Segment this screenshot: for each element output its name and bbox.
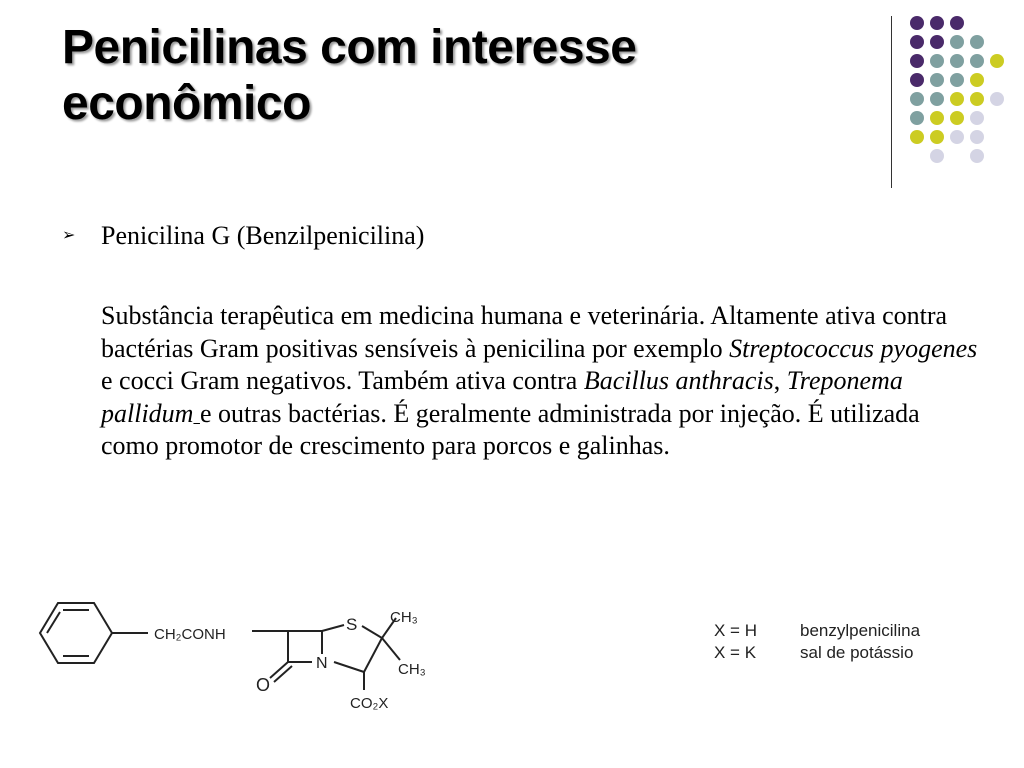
arrow-bullet-icon: ➢ (62, 227, 76, 244)
decorative-dot (950, 73, 964, 87)
slide-title (62, 20, 862, 132)
bullet-text: Penicilina G (Benzilpenicilina) (101, 221, 425, 250)
decorative-dot (950, 16, 964, 30)
decorative-dot (910, 111, 924, 125)
decorative-dot (930, 73, 944, 87)
legend-row (714, 620, 974, 642)
decorative-dot (930, 149, 944, 163)
para-text-2: e cocci Gram negativos. Também ativa contra (101, 366, 584, 395)
decorative-dot (950, 92, 964, 106)
title-line-2: econômico (62, 77, 311, 130)
title-line-1: Penicilinas com interesse (62, 21, 637, 74)
benzylpenicillin-structure (30, 590, 450, 720)
decorative-dot (910, 92, 924, 106)
decorative-dot (990, 54, 1004, 68)
benzene-ring (40, 603, 112, 663)
decorative-dot (970, 111, 984, 125)
legend-row (714, 642, 974, 664)
decorative-dot (970, 73, 984, 87)
decorative-dot (930, 111, 944, 125)
decorative-dot (910, 35, 924, 49)
decorative-dot (950, 111, 964, 125)
description-paragraph (101, 300, 981, 463)
decorative-dot (930, 16, 944, 30)
decorative-dot (950, 54, 964, 68)
title-divider (891, 16, 892, 188)
species-streptococcus: Streptococcus pyogenes (729, 333, 978, 363)
carboxyl-label: CO₂X (350, 695, 389, 712)
decorative-dot (930, 92, 944, 106)
decorative-dot (950, 35, 964, 49)
decorative-dot (970, 92, 984, 106)
decorative-dot (930, 35, 944, 49)
methyl-bottom-label: CH₃ (398, 661, 426, 678)
decorative-dot (910, 73, 924, 87)
decorative-dot (930, 54, 944, 68)
decorative-dot (970, 54, 984, 68)
legend-key: X = K (714, 643, 757, 662)
para-text-5: e outras bactérias. É geralmente administrada por injeção. É utilizada como promotor de crescimento para porcos e galinhas. (101, 398, 920, 460)
species-treponema: Treponema pallidum (101, 366, 903, 428)
decorative-dot (910, 130, 924, 144)
decorative-dot (970, 130, 984, 144)
para-text-3: , (773, 366, 787, 395)
decorative-dot (970, 35, 984, 49)
legend-value: benzylpenicilina (800, 621, 921, 640)
species-bacillus: Bacillus anthracis (583, 366, 774, 395)
sulfur-atom-label: S (346, 615, 358, 634)
decorative-dot (950, 130, 964, 144)
legend-key: X = H (714, 621, 757, 640)
decorative-dot (910, 16, 924, 30)
decorative-dot (990, 92, 1004, 106)
para-text-1: Substância terapêutica em medicina humana e veterinária. Altamente ativa contra bactérias Gram positivas sensíveis à penicilina por exemplo (101, 301, 948, 363)
oxygen-atom-label: O (256, 675, 271, 695)
legend-value: sal de potássio (800, 643, 914, 662)
decorative-dot (930, 130, 944, 144)
decorative-dot (910, 54, 924, 68)
nitrogen-atom-label: N (316, 655, 328, 672)
methyl-top-label: CH₃ (390, 609, 418, 626)
structure-legend (714, 620, 974, 664)
decorative-dot (970, 149, 984, 163)
side-chain-label: CH₂CONH (154, 626, 226, 643)
